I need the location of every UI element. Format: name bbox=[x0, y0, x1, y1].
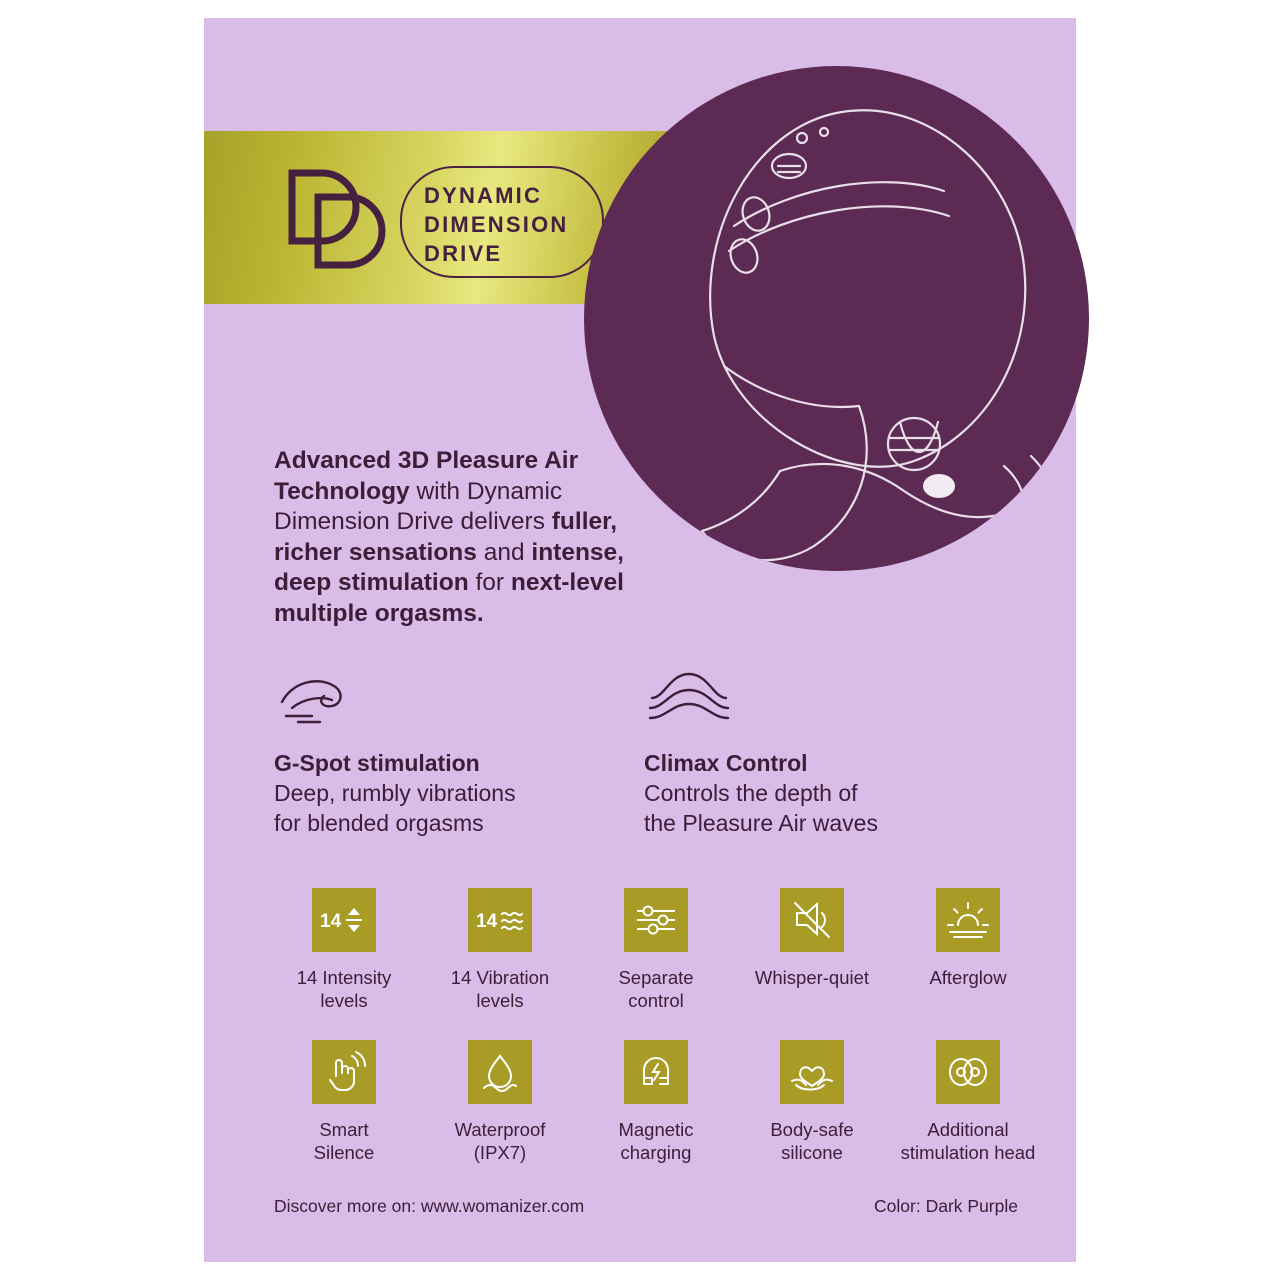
intensity-badge-number: 14 bbox=[320, 911, 342, 932]
spec-label bbox=[451, 966, 549, 1012]
spec-label bbox=[929, 966, 1006, 989]
spec-label bbox=[297, 966, 392, 1012]
spec-label-line1: Whisper-quiet bbox=[754, 967, 870, 988]
package-box bbox=[204, 18, 1076, 1262]
feature-desc-line2: the Pleasure Air waves bbox=[644, 810, 878, 836]
feature-title: Climax Control bbox=[644, 750, 808, 776]
footer-discover-more: Discover more on: www.womanizer.com bbox=[274, 1196, 585, 1216]
spec-label-line2: silicone bbox=[781, 1142, 843, 1163]
spec-label bbox=[314, 1118, 375, 1164]
spec-separate-control bbox=[578, 888, 734, 1012]
feature-g-spot bbox=[274, 668, 574, 838]
spec-label-line1: 14 Vibration bbox=[450, 967, 550, 988]
banner-line-3: DRIVE bbox=[424, 241, 503, 266]
waterproof-icon bbox=[468, 1040, 532, 1104]
spec-whisper-quiet bbox=[734, 888, 890, 1012]
spec-label-line1: Waterproof bbox=[454, 1119, 546, 1140]
spec-label-line2: levels bbox=[476, 990, 524, 1011]
spec-row-1 bbox=[266, 888, 1046, 1012]
headline-bold-4: next-level multiple orgasms. bbox=[274, 569, 624, 627]
spec-label-line1: 14 Intensity bbox=[296, 967, 392, 988]
spec-label-line2: (IPX7) bbox=[473, 1142, 527, 1163]
spec-label bbox=[618, 1118, 693, 1164]
body-safe-silicone-icon bbox=[780, 1040, 844, 1104]
spec-vibration-levels bbox=[422, 888, 578, 1012]
spec-additional-head bbox=[890, 1040, 1046, 1164]
spec-label-line2: control bbox=[628, 990, 684, 1011]
feature-desc-line1: Deep, rumbly vibrations bbox=[274, 780, 516, 806]
spec-label-line2: levels bbox=[320, 990, 368, 1011]
headline-bold-3: intense, deep stimulation bbox=[274, 538, 624, 596]
dd-monogram-logo bbox=[274, 159, 394, 279]
spec-label-line1: Additional bbox=[927, 1119, 1009, 1140]
spec-afterglow bbox=[890, 888, 1046, 1012]
spec-label-line1: Body-safe bbox=[770, 1119, 854, 1140]
spec-smart-silence bbox=[266, 1040, 422, 1164]
feature-climax-control bbox=[644, 668, 944, 838]
spec-label bbox=[618, 966, 693, 1012]
air-waves-icon bbox=[274, 668, 574, 734]
feature-desc-line2: for blended orgasms bbox=[274, 810, 484, 836]
headline-bold-1: Advanced 3D Pleasure Air Technology bbox=[274, 447, 579, 505]
additional-head-icon bbox=[936, 1040, 1000, 1104]
banner-title bbox=[424, 181, 568, 268]
spec-label-line2: charging bbox=[620, 1142, 692, 1163]
spec-magnetic-charging bbox=[578, 1040, 734, 1164]
feature-title: G-Spot stimulation bbox=[274, 750, 480, 776]
magnetic-charging-icon bbox=[624, 1040, 688, 1104]
separate-control-icon bbox=[624, 888, 688, 952]
headline-text-1: with Dynamic Dimension Drive delivers bbox=[274, 477, 563, 535]
headline-text-2: and bbox=[476, 538, 532, 566]
climax-wave-icon bbox=[644, 668, 944, 734]
spec-label bbox=[455, 1118, 546, 1164]
vibration-levels-icon bbox=[468, 888, 532, 952]
afterglow-icon bbox=[936, 888, 1000, 952]
spec-label-line1: Afterglow bbox=[929, 967, 1007, 988]
spec-waterproof bbox=[422, 1040, 578, 1164]
banner-line-2: DIMENSION bbox=[424, 212, 569, 237]
headline-text-3: for bbox=[468, 569, 511, 596]
spec-label-line1: Separate bbox=[618, 967, 694, 988]
banner-line-1: DYNAMIC bbox=[424, 183, 543, 208]
intensity-levels-icon bbox=[312, 888, 376, 952]
spec-body-safe-silicone bbox=[734, 1040, 890, 1164]
spec-label-line2: stimulation head bbox=[900, 1142, 1036, 1163]
headline-bold-2: fuller, richer sensations bbox=[274, 508, 618, 566]
spec-label-line1: Magnetic bbox=[618, 1119, 694, 1140]
spec-label-line1: Smart bbox=[319, 1119, 369, 1140]
footer-color: Color: Dark Purple bbox=[874, 1196, 1018, 1216]
feature-desc-line1: Controls the depth of bbox=[644, 780, 858, 806]
headline-paragraph bbox=[274, 446, 664, 629]
spec-label-line2: Silence bbox=[313, 1142, 375, 1163]
vibration-badge-number: 14 bbox=[476, 911, 498, 932]
whisper-quiet-icon bbox=[780, 888, 844, 952]
spec-label bbox=[755, 966, 869, 989]
spec-label bbox=[901, 1118, 1036, 1164]
smart-silence-icon bbox=[312, 1040, 376, 1104]
spec-icon-grid bbox=[266, 888, 1046, 1164]
spec-label bbox=[770, 1118, 853, 1164]
spec-intensity-levels bbox=[266, 888, 422, 1012]
spec-row-2 bbox=[266, 1040, 1046, 1164]
